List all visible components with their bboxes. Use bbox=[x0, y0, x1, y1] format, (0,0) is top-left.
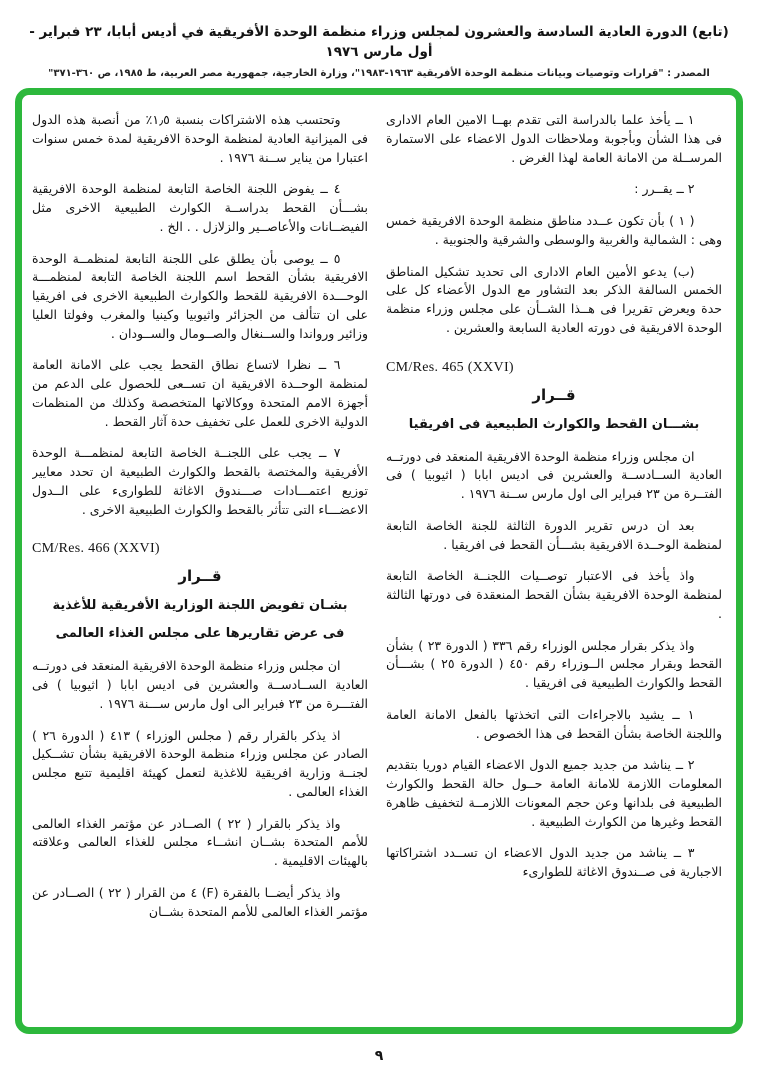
header-title: (تابع) الدورة العادية السادسة والعشرون لمجلس وزراء منظمة الوحدة الأفريقية في أديس أبابا، ٢٣ فبراير - أول مارس ١٩٧٦ bbox=[29, 24, 729, 61]
paragraph: ١ ــ يشيد بالاجراءات التى اتخذتها بالفعل الامانة العامة واللجنة الخاصة بشأن القحط فى هذا الخصوص . bbox=[386, 706, 722, 741]
paragraph: ٧ ــ يجب على اللجنــة الخاصة التابعة لمنظمـــة الوحدة الأفريقية والمختصة بالقحط والكوارث الطبيعية ان تحدد معايير توزيع اعتمـــادات صـــندوق الاغاثة للطوارىء على الــدول الاعضـــاء التى تتأثر بالقحط والكوارث الطبيعية الاخرى . bbox=[32, 445, 368, 517]
paragraph: ان مجلس وزراء منظمة الوحدة الافريقية المنعقد فى دورتــه العادية الســادســة والعشرين فى اديس ابابا ( اثيوبيا ) فى الفتــرة من ٢٣ فبراير الى اول مارس ســنة ١٩٧٦ . bbox=[386, 448, 722, 502]
paragraph: ٦ ــ نظرا لاتساع نطاق القحط يجب على الامانة العامة لمنظمة الوحــدة الافريقية ان تســعى للحصول على الدعم من أجهزة الامم المتحدة ووكالاتها المتخصصة وكذلك من المنظمات الدولية الاخرى للعمل على تخفيف حدة آثار القحط . bbox=[32, 357, 368, 429]
document-header bbox=[0, 0, 758, 79]
column-left bbox=[32, 111, 368, 1019]
header-source: المصدر : "قرارات وتوصيات وبيانات منظمة الوحدة الأفريقية ١٩٦٣-١٩٨٣"، وزارة الخارجية، جمهورية مصر العربية، ط ١٩٨٥، ص ٣٦٠-٣٧١" bbox=[48, 67, 710, 79]
resolution-heading: قــرار bbox=[532, 385, 576, 404]
resolution-number: CM/Res. 465 (XXVI) bbox=[386, 359, 514, 375]
paragraph: ١ ــ يأخذ علما بالدراسة التى تقدم بهــا الامين العام الادارى فى هذا الشأن وبأجوبة وملاحظات الدول الاعضاء على الاستمارة المرســلة من الامانة العامة لهذا الغرض . bbox=[386, 112, 722, 165]
resolution-subtitle: بشـــان القحط والكوارث الطبيعية فى افريقيا bbox=[408, 416, 700, 432]
resolution-heading: قــرار bbox=[178, 567, 222, 586]
paragraph: ٢ ــ يقــرر : bbox=[634, 181, 695, 197]
paragraph: واذ يذكر بقرار مجلس الوزراء رقم ٣٣٦ ( الدورة ٢٣ ) بشأن القحط وبقرار مجلس الــوزراء رقم ٤٥٠ ( الدورة ٢٥ ) بشـــأن القحط والكوارث الطبيعية فى افريقيا . bbox=[386, 637, 722, 691]
paragraph: اذ يذكر بالقرار رقم ( مجلس الوزراء ) ٤١٣ ( الدورة ٢٦ ) الصادر عن مجلس وزراء منظمة الوحدة الافريقية بشأن تشــكيل لجنــة وزارية افريقية للاغذية لتعمل كهيئة اقليمية تتبع مجلس الغذاء العالمى . bbox=[32, 727, 368, 799]
paragraph: ٣ ــ يناشد من جديد الدول الاعضاء ان تســدد اشتراكاتها الاجبارية فى صــندوق الاغاثة للطوارىء bbox=[386, 845, 722, 880]
paragraph: بعد ان درس تقرير الدورة الثالثة للجنة الخاصة التابعة لمنظمة الوحــدة الافريقية بشـــأن القحط فى افريقيا . bbox=[386, 517, 722, 552]
paragraph: ان مجلس وزراء منظمة الوحدة الافريقية المنعقد فى دورتــه العادية الســادســة والعشرين فى اديس ابابا ( اثيوبيا ) فى الفتـــرة من ٢٣ فبراير الى اول مارس ســـنة ١٩٧٦ . bbox=[32, 658, 368, 711]
paragraph: واذ يذكر بالقرار ( ٢٢ ) الصــادر عن مؤتمر الغذاء العالمى للأمم المتحدة بشــان انشــاء مجلس للغذاء العالمى وعلاقته بالهيئات الاقليمية . bbox=[32, 815, 368, 869]
paragraph: واذ يأخذ فى الاعتبار توصــيات اللجنــة الخاصة التابعة لمنظمة الوحدة الافريقية بشأن القحط المنعقدة فى دورتها الثالثة . bbox=[386, 568, 722, 621]
paragraph: ٢ ــ يناشد من جديد جميع الدول الاعضاء القيام دوريا بتقديم المعلومات اللازمة للامانة العامة حــول حالة القحط والكوارث الطبيعية فى بلدانها وعن حجم المعونات اللازمــة لتخفيف ظاهرة القحط وغيرها من الكوارث الطبيعية . bbox=[386, 757, 722, 829]
content-frame bbox=[15, 88, 743, 1034]
paragraph: واذ يذكر أيضــا بالفقرة (F) ٤ من القرار ( ٢٢ ) الصــادر عن مؤتمر الغذاء العالمى للأمم المتحدة بشــان bbox=[32, 884, 368, 919]
resolution-subtitle: بشـان تفويض اللجنة الوزارية الأفريقية للأغذية bbox=[52, 598, 348, 614]
resolution-number: CM/Res. 466 (XXVI) bbox=[32, 541, 160, 557]
paragraph: ٤ ــ يفوض اللجنة الخاصة التابعة لمنظمة الوحدة الافريقية بشـــأن القحط بدراســة الكوارث الطبيعية الاخرى مثل الفيضــانات والأعاصــير والزلازل . . الخ . bbox=[32, 181, 368, 234]
paragraph: (ب) يدعو الأمين العام الادارى الى تحديد تشكيل المناطق الخمس السالفة الذكر بعد التشاور مع الدول الأعضاء كل على حدة ويعرض تقريرا فى هــذا الشــأن على مجلس وزراء منظمة الوحدة الافريقية فى دورته العادية السابعة والعشرين . bbox=[386, 263, 722, 335]
column-right bbox=[386, 111, 722, 1019]
page-number: ٩ bbox=[374, 1048, 384, 1064]
paragraph: ( ١ ) بأن تكون عــدد مناطق منظمة الوحدة الافريقية خمس وهى : الشمالية والغربية والوسطى والشرقية والجنوبية . bbox=[386, 213, 722, 247]
resolution-subtitle: فى عرض تقاريرها على مجلس الغذاء العالمى bbox=[55, 626, 345, 642]
paragraph: ٥ ــ يوصى بأن يطلق على اللجنة التابعة لمنظمــة الوحدة الافريقية بشأن القحط اسم اللجنة الخاصة التابعة لمنظمـــة الوحـــدة الافريقية للقحط والكوارث الطبيعية الاخرى فى افريقيا على ان تتألف من الجزائر واثيوبيا وكينيا والمغرب وفولتا العليا وزائير ورواندا والســنغال والصــومال والســودان . bbox=[32, 250, 368, 341]
paragraph: وتحتسب هذه الاشتراكات بنسبة ١٫٥٪ من أنصبة هذه الدول فى الميزانية العادية لمنظمة الوحدة الافريقية لمدة خمس سنوات اعتبارا من يناير ســنة ١٩٧٦ . bbox=[32, 112, 368, 165]
